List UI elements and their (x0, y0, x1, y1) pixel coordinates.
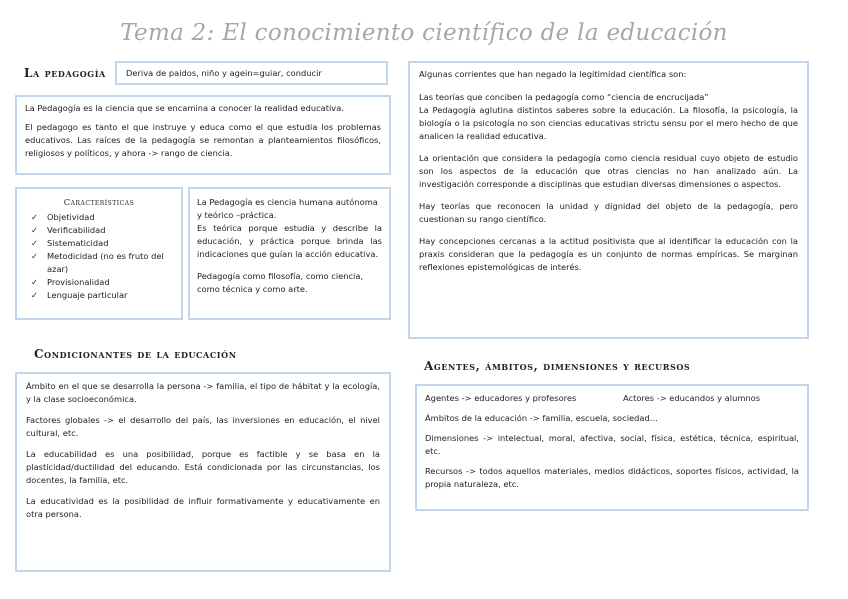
page-title: Tema 2: El conocimiento científico de la educación (120, 20, 728, 46)
check-icon: ✓ (31, 238, 38, 248)
list-item: ✓ Provisionalidad (31, 277, 110, 287)
recursos-text: Recursos -> todos aquellos materiales, medios didácticos, soportes físicos, actividad, la propia naturaleza, etc. (425, 466, 799, 489)
agents-text: Agentes -> educadores y profesores (425, 393, 577, 403)
section-heading-agentes: Agentes, ámbitos, dimensiones y recursos (424, 359, 691, 373)
section-heading-pedagogia: La pedagogía (24, 66, 106, 80)
section-heading-condicionantes: Condicionantes de la educación (34, 347, 237, 361)
check-icon: ✓ (31, 277, 38, 287)
check-icon: ✓ (31, 251, 38, 261)
agentes-box (415, 384, 809, 511)
human-science-paragraph: La Pedagogía es ciencia humana autónoma y teórico –práctica. (197, 197, 378, 220)
list-item: ✓ Lenguaje particular (31, 290, 128, 300)
list-item: ✓ Verificabilidad (31, 225, 106, 235)
pedagogy-definition-box (15, 95, 391, 175)
human-science-paragraph: Pedagogía como filosofía, como ciencia, como técnica y como arte. (197, 271, 364, 294)
condicionantes-paragraph: La educatividad es la posibilidad de influir formativamente y educativamente en otra persona. (26, 496, 380, 519)
condicionantes-box (15, 372, 391, 572)
agents-actors-row (425, 392, 799, 405)
currents-box (408, 61, 809, 339)
currents-paragraph: Hay teorías que reconocen la unidad y dignidad del objeto de la pedagogía, pero cuestionan su rango científico. (419, 201, 798, 224)
dimensiones-text: Dimensiones -> intelectual, moral, afectiva, social, física, estética, técnica, espiritual, etc. (425, 433, 799, 456)
list-item: ✓ Sistematicidad (31, 238, 109, 248)
characteristics-title: Características (63, 197, 135, 207)
currents-paragraph: La Pedagogía aglutina distintos saberes sobre la educación. La filosofía, la psicología, la biología o la psicología no son ciencias educativas strictu sensu por el mero hecho de que analicen la realidad educativa. (419, 105, 798, 141)
human-science-paragraph: Es teórica porque estudia y describe la educación, y práctica porque brinda las indicaciones que guían la acción educativa. (197, 223, 382, 259)
condicionantes-paragraph: Factores globales -> el desarrollo del país, las inversiones en educación, el nivel cultural, etc. (26, 415, 380, 438)
actors-text: Actores -> educandos y alumnos (623, 393, 761, 403)
etymology-box: Deriva de paidos, niño y agein=guiar, conducir (115, 61, 388, 85)
characteristics-list (27, 211, 171, 302)
currents-intro: Algunas corrientes que han negado la legitimidad científica son: (419, 69, 687, 79)
ambitos-text: Ámbitos de la educación -> familia, escuela, sociedad… (425, 413, 659, 423)
condicionantes-paragraph: La educabilidad es una posibilidad, porque es factible y se basa en la plasticidad/ductilidad del educando. Está condicionada por las circunstancias, los docentes, la familia, etc. (26, 449, 380, 485)
check-icon: ✓ (31, 225, 38, 235)
list-item: ✓ Objetividad (31, 212, 95, 222)
currents-paragraph: Hay concepciones cercanas a la actitud positivista que al identificar la educación con la praxis consideran que la pedagogía es un conjunto de normas empíricas. Se marginan reflexiones epistemológicas de interés. (419, 236, 798, 272)
condicionantes-paragraph: Ámbito en el que se desarrolla la persona -> familia, el tipo de hábitat y la ecología, y la clase socioeconómica. (26, 381, 380, 404)
currents-paragraph: La orientación que considera la pedagogía como ciencia residual cuyo objeto de estudio son los aspectos de la educación que otras ciencias no han analizado aún. La investigación corresponde a disciplinas que estudian diversas dimensiones o aspectos. (419, 153, 798, 189)
definition-paragraph: La Pedagogía es la ciencia que se encamina a conocer la realidad educativa. (25, 103, 344, 113)
list-item: ✓ Metodicidad (no es fruto del azar) (31, 251, 164, 274)
human-science-box (188, 187, 391, 320)
check-icon: ✓ (31, 290, 38, 300)
characteristics-box (15, 187, 183, 320)
currents-paragraph: Las teorías que conciben la pedagogía como “ciencia de encrucijada” (419, 92, 709, 102)
definition-paragraph: El pedagogo es tanto el que instruye y educa como el que estudia los problemas educativos. Las raíces de la pedagogía se remontan a planteamientos filosóficos, religiosos y políticos, y ahora -> rango de ciencia. (25, 122, 381, 158)
check-icon: ✓ (31, 212, 38, 222)
